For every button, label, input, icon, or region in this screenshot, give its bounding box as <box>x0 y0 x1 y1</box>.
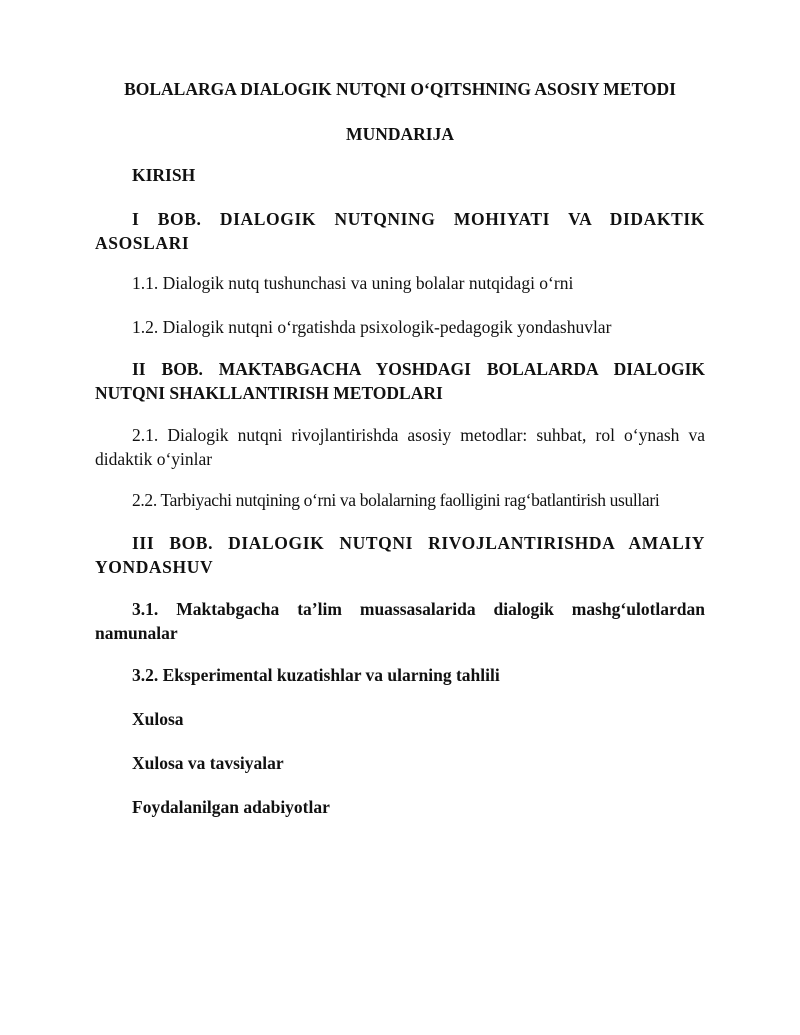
toc-entry-section-2-2: 2.2. Tarbiyachi nutqining o‘rni va bolalarning faolligini rag‘batlantirish usullari <box>132 490 660 510</box>
toc-entry-introduction: KIRISH <box>132 165 196 185</box>
toc-entry-chapter-2: II BOB. MAKTABGACHA YOSHDAGI BOLALARDA DIALOGIK NUTQNI SHAKLLANTIRISH METODLARI <box>95 359 705 403</box>
toc-entry-chapter-1: I BOB. DIALOGIK NUTQNING MOHIYATI VA DIDAKTIK ASOSLARI <box>95 209 705 253</box>
toc-entry-section-3-2: 3.2. Eksperimental kuzatishlar va ularning tahlili <box>132 665 500 685</box>
table-of-contents-heading: MUNDARIJA <box>346 124 454 144</box>
toc-entry-section-3-1: 3.1. Maktabgacha ta’lim muassasalarida dialogik mashg‘ulotlardan namunalar <box>95 599 705 643</box>
document-title: BOLALARGA DIALOGIK NUTQNI O‘QITSHNING ASOSIY METODI <box>124 79 676 99</box>
toc-entry-conclusion: Xulosa <box>132 709 184 729</box>
document-page <box>95 0 705 1035</box>
toc-entry-chapter-3: III BOB. DIALOGIK NUTQNI RIVOJLANTIRISHDA AMALIY YONDASHUV <box>95 533 705 577</box>
toc-entry-section-1-2: 1.2. Dialogik nutqni o‘rgatishda psixologik-pedagogik yondashuvlar <box>132 317 612 337</box>
toc-entry-section-1-1: 1.1. Dialogik nutq tushunchasi va uning bolalar nutqidagi o‘rni <box>132 273 574 293</box>
toc-entry-conclusion-recommendations: Xulosa va tavsiyalar <box>132 753 284 773</box>
toc-entry-section-2-1: 2.1. Dialogik nutqni rivojlantirishda asosiy metodlar: suhbat, rol o‘ynash va didaktik o‘yinlar <box>95 425 705 469</box>
toc-entry-bibliography: Foydalanilgan adabiyotlar <box>132 797 330 817</box>
